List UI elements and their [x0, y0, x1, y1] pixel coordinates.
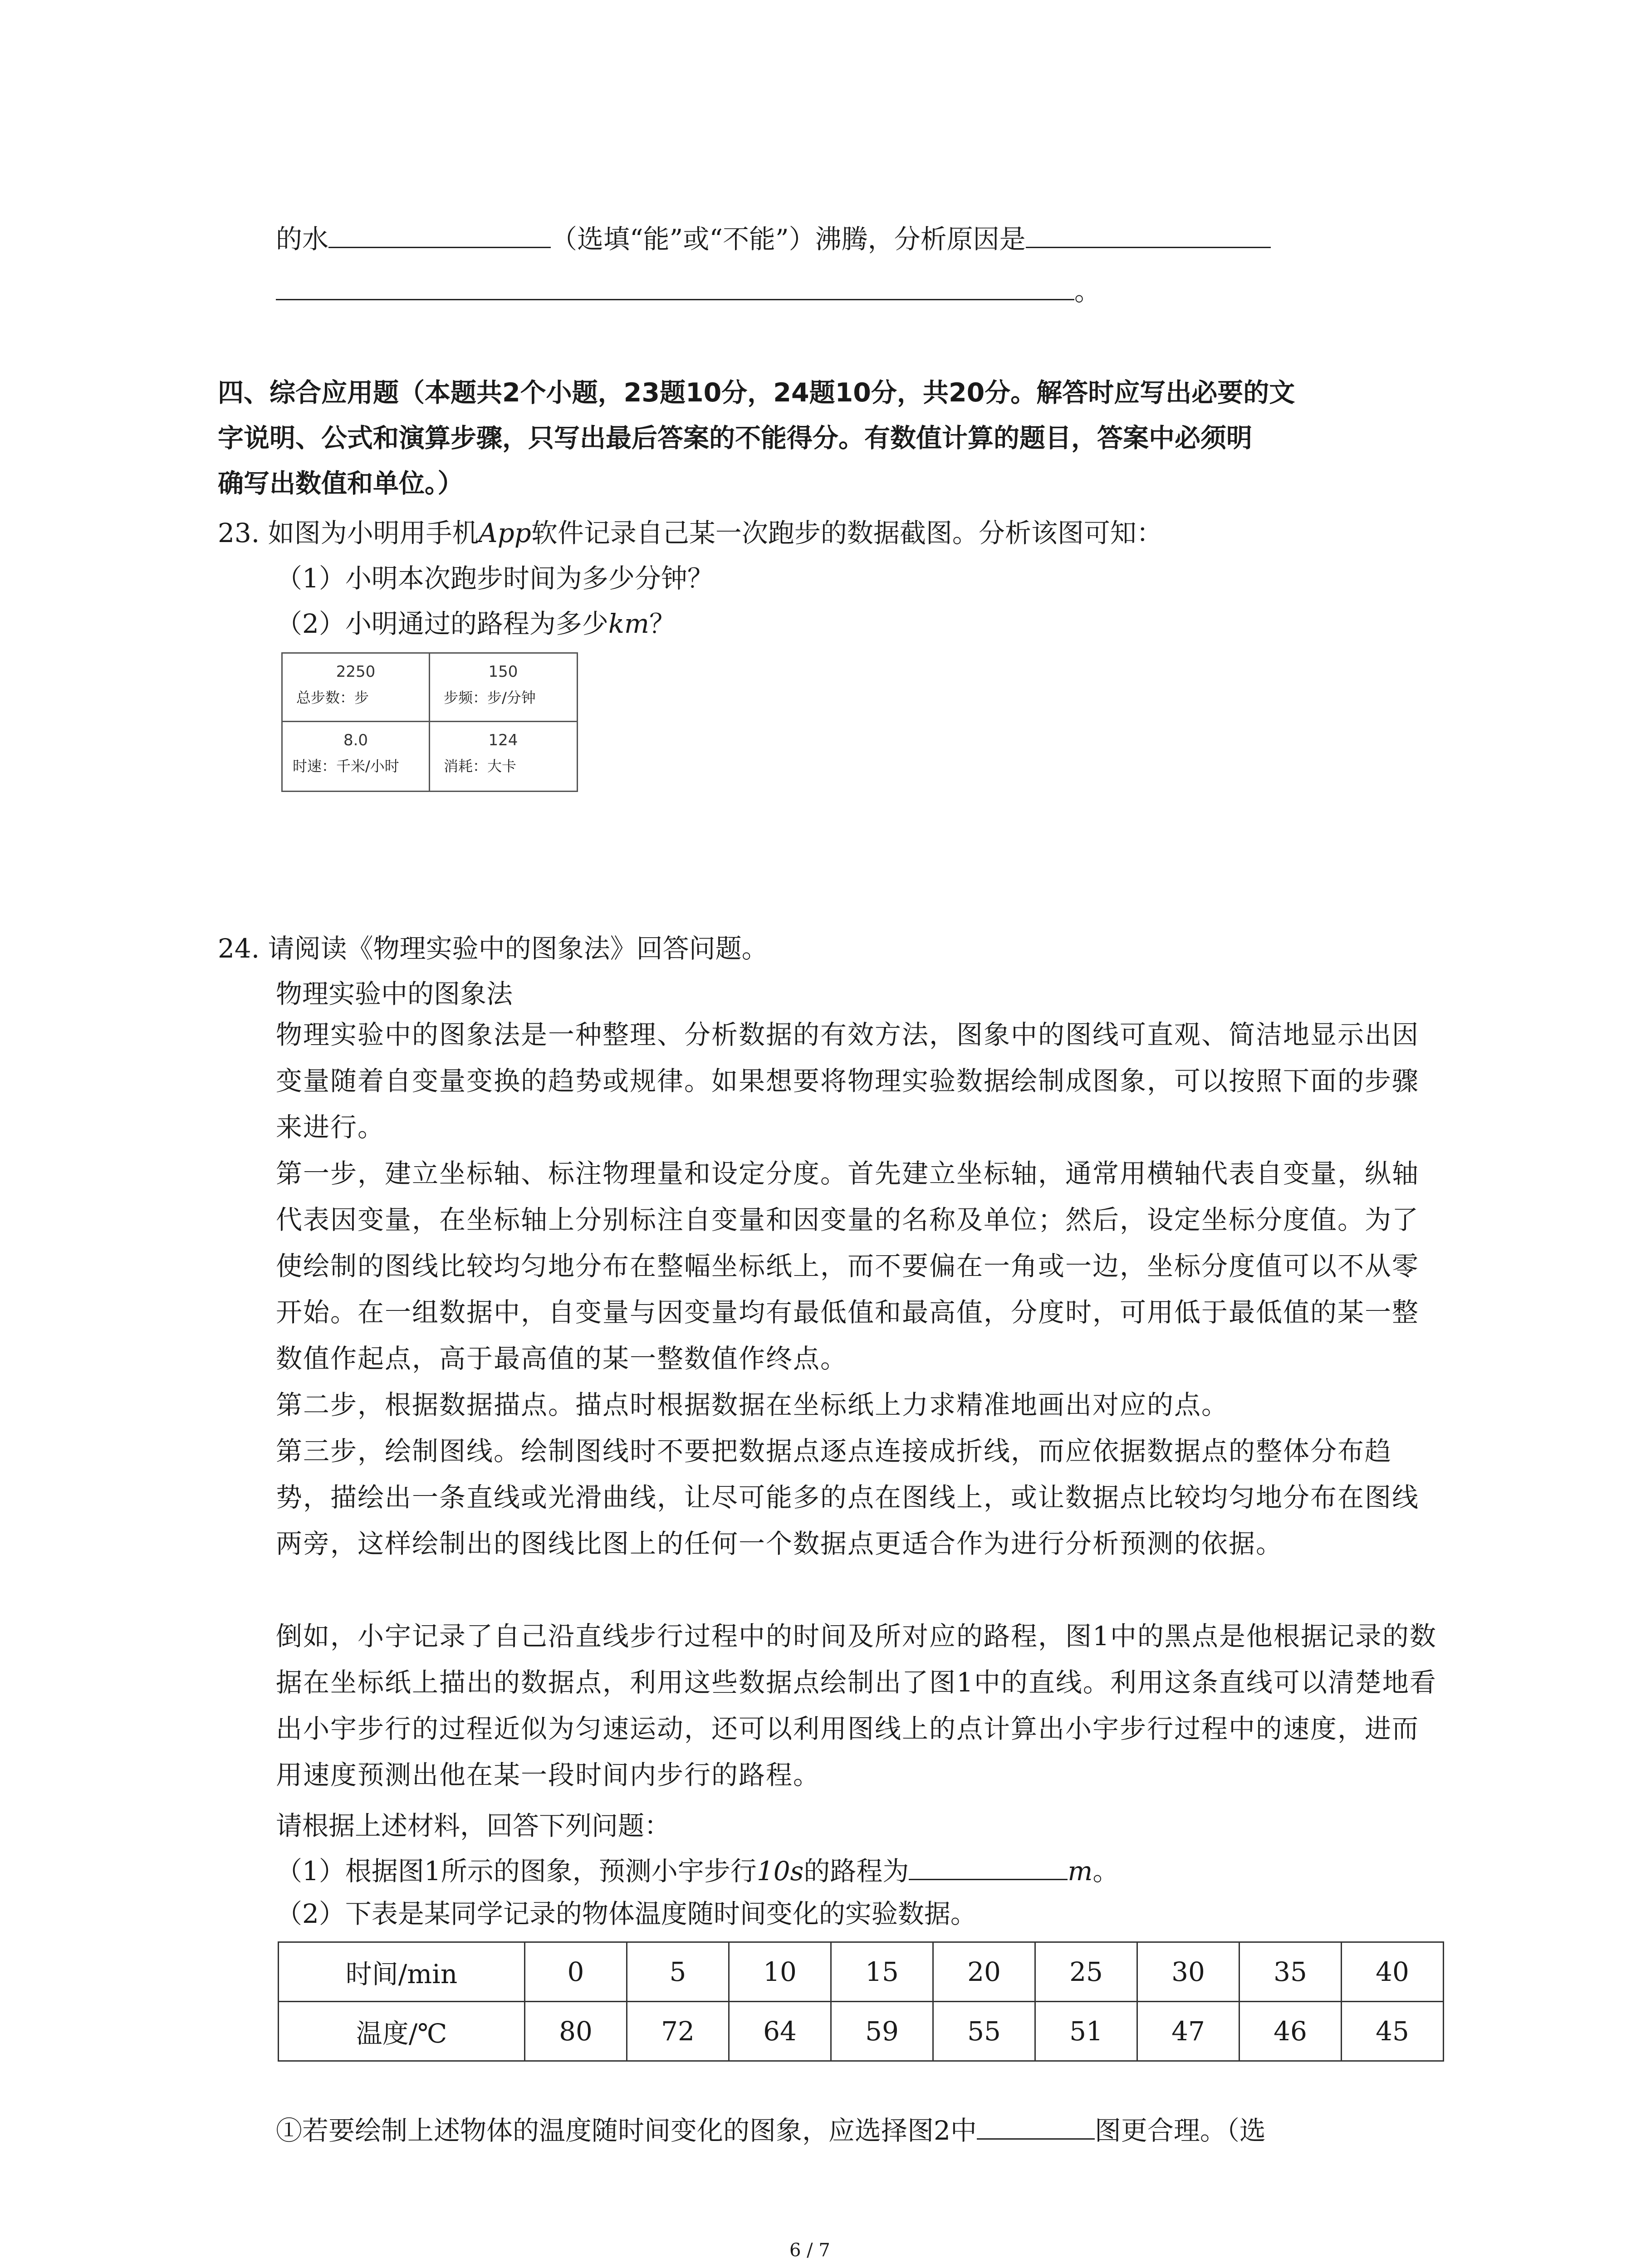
answer-blank[interactable]	[1026, 246, 1271, 248]
table-cell: 46	[1239, 2002, 1342, 2061]
q24-sub2-part1	[276, 2109, 1266, 2147]
table-cell: 55	[933, 2002, 1035, 2061]
table-row	[279, 1942, 1444, 2002]
q23-sub2-text: （2）小明通过的路程为多少	[276, 608, 608, 639]
answer-blank[interactable]	[276, 298, 1074, 300]
table-header-time: 时间/min	[279, 1942, 525, 2002]
article-title: 物理实验中的图象法	[276, 978, 513, 1009]
table-cell: 15	[831, 1942, 933, 2002]
temperature-time-table	[278, 1941, 1444, 2062]
q23-sub1: （1）小明本次跑步时间为多少分钟？	[276, 563, 714, 594]
table-cell: 20	[933, 1942, 1035, 2002]
time-10s: 10s	[756, 1856, 804, 1887]
answer-blank[interactable]	[909, 1878, 1068, 1880]
table-cell: 35	[1239, 1942, 1342, 2002]
stat-value: 124	[488, 731, 518, 749]
stat-value: 8.0	[343, 731, 368, 749]
grid-divider	[429, 654, 430, 791]
section-4-heading-line-1: 四、综合应用题（本题共2个小题，23题10分，24题10分，共20分。解答时应写出必要的文	[218, 378, 1295, 408]
q24-sub1-text: （1）根据图1所示的图象，预测小宇步行	[276, 1856, 757, 1887]
unit-km: km	[608, 608, 650, 639]
table-cell: 5	[627, 1942, 729, 2002]
q23-stem-text: 23. 如图为小明用手机	[218, 518, 479, 548]
stat-cell	[430, 722, 576, 790]
table-header-temperature: 温度/℃	[279, 2002, 525, 2061]
table-cell: 30	[1137, 1942, 1239, 2002]
stat-label: 消耗：大卡	[444, 758, 517, 775]
article-paragraph-4: 第三步，绘制图线。绘制图线时不要把数据点逐点连接成折线，而应依据数据点的整体分布趋势，描绘出一条直线或光滑曲线，让尽可能多的点在图线上，或让数据点比较均匀地分布在图线两旁，这样绘制出的图线比图上的任何一个数据点更适合作为进行分析预测的依据。	[276, 1436, 1420, 1559]
stat-value: 2250	[336, 663, 376, 681]
app-term: App	[478, 518, 531, 548]
stat-label: 步频：步/分钟	[444, 689, 536, 706]
article-paragraph-2: 第一步，建立坐标轴、标注物理量和设定分度。首先建立坐标轴，通常用横轴代表自变量，纵轴代表因变量，在坐标轴上分别标注自变量和因变量的名称及单位；然后，设定坐标分度值。为了使绘制的图线比较均匀地分布在整幅坐标纸上，而不要偏在一角或一边，坐标分度值可以不从零开始。在一组数据中，自变量与因变量均有最低值和最高值，分度时，可用低于最低值的某一整数值作起点，高于最高值的某一整数值作终点。	[276, 1158, 1420, 1374]
table-cell: 72	[627, 2002, 729, 2061]
section-4-heading-line-3: 确写出数值和单位。）	[218, 469, 464, 499]
stat-cell	[283, 654, 429, 722]
table-row	[279, 2002, 1444, 2061]
stat-label: 总步数：步	[296, 689, 369, 706]
q24-sub1-end: 。	[1092, 1856, 1119, 1887]
fill-line-1	[276, 218, 1271, 256]
table-cell: 45	[1342, 2002, 1444, 2061]
article-paragraph-5: 倒如，小宇记录了自己沿直线步行过程中的时间及所对应的路程，图1中的黑点是他根据记录的数据在坐标纸上描出的数据点，利用这些数据点绘制出了图1中的直线。利用这条直线可以清楚地看出小宇步行的过程近似为匀速运动，还可以利用图线上的点计算出小宇步行过程中的速度，进而用速度预测出他在某一段时间内步行的路程。	[276, 1621, 1437, 1790]
q24-last-text: ①若要绘制上述物体的温度随时间变化的图象，应选择图2中	[276, 2115, 977, 2146]
table-cell: 80	[525, 2002, 627, 2061]
page-number: 6 / 7	[789, 2240, 830, 2261]
q24-sub1	[276, 1850, 1119, 1888]
fill-end: 。	[1074, 276, 1101, 307]
table-cell: 47	[1137, 2002, 1239, 2061]
table-cell: 0	[525, 1942, 627, 2002]
q24-sub1-text-2: 的路程为	[803, 1856, 909, 1887]
table-cell: 25	[1035, 1942, 1137, 2002]
fill-prefix: 的水	[276, 224, 329, 254]
article-paragraph-3: 第二步，根据数据描点。描点时根据数据在坐标纸上力求精准地画出对应的点。	[276, 1389, 1229, 1420]
table-cell: 10	[729, 1942, 831, 2002]
q23-stem	[218, 512, 1163, 550]
grid-divider	[283, 721, 577, 722]
q23-sub2-end: ？	[649, 608, 676, 639]
stat-value: 150	[488, 663, 518, 681]
stat-cell	[283, 722, 429, 790]
article-paragraph-1: 物理实验中的图象法是一种整理、分析数据的有效方法，图象中的图线可直观、简洁地显示出因变量随着自变量变换的趋势或规律。如果想要将物理实验数据绘制成图象，可以按照下面的步骤来进行。	[276, 1019, 1420, 1143]
stat-cell	[430, 654, 576, 722]
q24-last-text-2: 图更合理。（选	[1094, 2115, 1266, 2146]
table-cell: 40	[1342, 1942, 1444, 2002]
stat-label: 时速：千米/小时	[293, 758, 399, 775]
answer-blank[interactable]	[977, 2138, 1095, 2140]
article-prompt: 请根据上述材料，回答下列问题：	[276, 1810, 671, 1841]
q23-stem-text-2: 软件记录自己某一次跑步的数据截图。分析该图可知：	[531, 518, 1163, 548]
table-cell: 59	[831, 2002, 933, 2061]
table-cell: 64	[729, 2002, 831, 2061]
table-cell: 51	[1035, 2002, 1137, 2061]
fill-line-2	[276, 270, 1101, 308]
section-4-heading-line-2: 字说明、公式和演算步骤，只写出最后答案的不能得分。有数值计算的题目，答案中必须明	[218, 423, 1252, 453]
answer-blank[interactable]	[328, 246, 551, 248]
q24-stem: 24. 请阅读《物理实验中的图象法》回答问题。	[218, 933, 768, 964]
q23-sub2	[276, 602, 676, 640]
fill-middle: （选填“能”或“不能”）沸腾，分析原因是	[551, 224, 1026, 254]
q24-sub2: （2）下表是某同学记录的物体温度随时间变化的实验数据。	[276, 1898, 977, 1929]
unit-m: m	[1068, 1856, 1093, 1887]
running-app-screenshot	[281, 652, 578, 792]
